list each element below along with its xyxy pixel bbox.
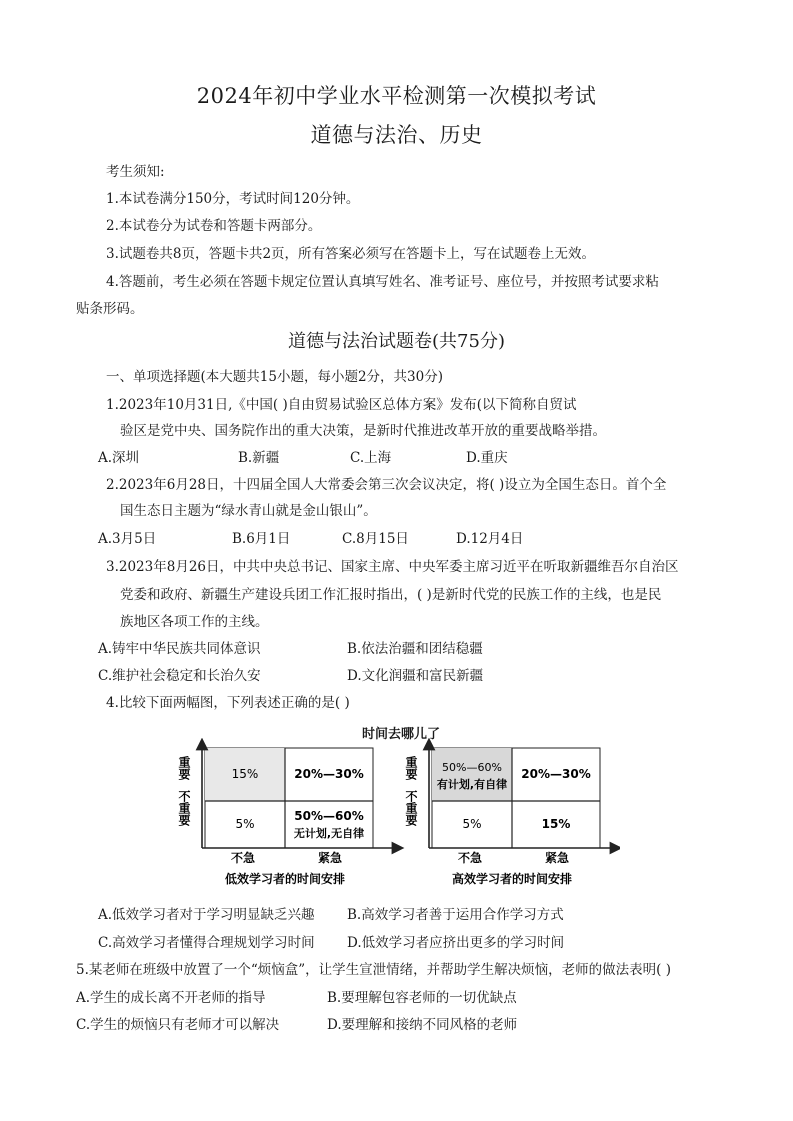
y-label: 重要 [404, 756, 418, 780]
option-d[interactable]: D.低效学习者应挤出更多的学习时间 [347, 935, 565, 951]
x-label: 不急 [457, 851, 483, 865]
option-c[interactable]: C.8月15日 [342, 531, 409, 547]
cell-value: 20%—30% [521, 767, 591, 781]
notice-item: 贴条形码。 [76, 301, 144, 317]
cell-value: 20%—30% [294, 767, 364, 781]
option-c[interactable]: C.上海 [350, 450, 392, 466]
question-5-stem: 5.某老师在班级中放置了一个“烦恼盒”，让学生宣泄情绪，并帮助学生解决烦恼，老师的做法表明( ) [76, 962, 672, 978]
y-label: 不重要 [404, 790, 418, 826]
notice-item: 4.答题前，考生必须在答题卡规定位置认真填写姓名、准考证号、座位号，并按照考试要求粘 [106, 274, 659, 290]
question-3-line: 党委和政府、新疆生产建设兵团工作汇报时指出，( )是新时代党的民族工作的主线，也是民 [120, 587, 662, 603]
y-label: 不重要 [177, 790, 191, 826]
question-1-line: 1.2023年10月31日,《中国( )自由贸易试验区总体方案》发布(以下简称自贸试 [106, 397, 577, 413]
cell-note: 无计划,无自律 [293, 827, 365, 840]
part-heading: 一、单项选择题(本大题共15小题，每小题2分，共30分) [106, 369, 443, 385]
y-label: 重要 [177, 756, 191, 780]
option-d[interactable]: D.文化润疆和富民新疆 [347, 668, 484, 684]
x-label: 紧急 [544, 851, 570, 865]
option-a[interactable]: A.低效学习者对于学习明显缺乏兴趣 [98, 907, 315, 923]
question-3-line: 族地区各项工作的主线。 [120, 614, 269, 630]
chart-low-efficiency [177, 744, 398, 886]
chart-caption: 低效学习者的时间安排 [224, 872, 346, 886]
question-2-line: 国生态日主题为“绿水青山就是金山银山”。 [120, 503, 377, 519]
question-2-line: 2.2023年6月28日，十四届全国人大常委会第三次会议决定，将( )设立为全国生态日。首个全 [106, 477, 667, 493]
notice-item: 2.本试卷分为试卷和答题卡两部分。 [106, 218, 322, 234]
page-title: 2024年初中学业水平检测第一次模拟考试 [196, 84, 597, 108]
chart-caption: 高效学习者的时间安排 [451, 872, 573, 886]
option-d[interactable]: D.重庆 [466, 450, 508, 466]
option-a[interactable]: A.深圳 [98, 450, 140, 466]
section-title: 道德与法治试题卷(共75分) [288, 331, 505, 352]
time-charts [170, 738, 620, 890]
option-c[interactable]: C.维护社会稳定和长治久安 [98, 668, 261, 684]
option-c[interactable]: C.高效学习者懂得合理规划学习时间 [98, 935, 315, 951]
cell-value: 50%—60% [294, 809, 364, 823]
option-a[interactable]: A.3月5日 [98, 531, 157, 547]
question-1-line: 验区是党中央、国务院作出的重大决策，是新时代推进改革开放的重要战略举措。 [120, 423, 606, 439]
notice-item: 1.本试卷满分150分，考试时间120分钟。 [106, 191, 360, 207]
cell-value: 5% [462, 817, 482, 831]
option-b[interactable]: B.高效学习者善于运用合作学习方式 [347, 907, 564, 923]
cell-value: 5% [235, 817, 255, 831]
option-b[interactable]: B.要理解包容老师的一切优缺点 [327, 990, 517, 1006]
option-a[interactable]: A.学生的成长离不开老师的指导 [76, 990, 266, 1006]
notice-heading: 考生须知: [106, 164, 165, 180]
question-4-stem: 4.比较下面两幅图，下列表述正确的是( ) [106, 695, 350, 711]
option-b[interactable]: B.依法治疆和团结稳疆 [347, 641, 483, 657]
option-d[interactable]: D.12月4日 [456, 531, 524, 547]
option-c[interactable]: C.学生的烦恼只有老师才可以解决 [76, 1017, 280, 1033]
cell-value: 50%—60% [442, 761, 502, 774]
page-subtitle: 道德与法治、历史 [310, 123, 483, 147]
cell-value: 15% [231, 767, 259, 781]
x-label: 紧急 [317, 851, 343, 865]
chart-title: 时间去哪儿了 [362, 727, 441, 742]
option-a[interactable]: A.铸牢中华民族共同体意识 [98, 641, 261, 657]
option-b[interactable]: B.新疆 [238, 450, 280, 466]
question-3-line: 3.2023年8月26日，中共中央总书记、国家主席、中央军委主席习近平在听取新疆维吾尔自治区 [106, 559, 679, 575]
x-label: 不急 [230, 851, 256, 865]
cell-note: 有计划,有自律 [436, 778, 508, 791]
chart-high-efficiency [404, 744, 616, 886]
notice-item: 3.试题卷共8页，答题卡共2页，所有答案必须写在答题卡上，写在试题卷上无效。 [106, 246, 596, 262]
cell-value: 15% [541, 817, 571, 831]
option-d[interactable]: D.要理解和接纳不同风格的老师 [327, 1017, 518, 1033]
option-b[interactable]: B.6月1日 [232, 531, 291, 547]
